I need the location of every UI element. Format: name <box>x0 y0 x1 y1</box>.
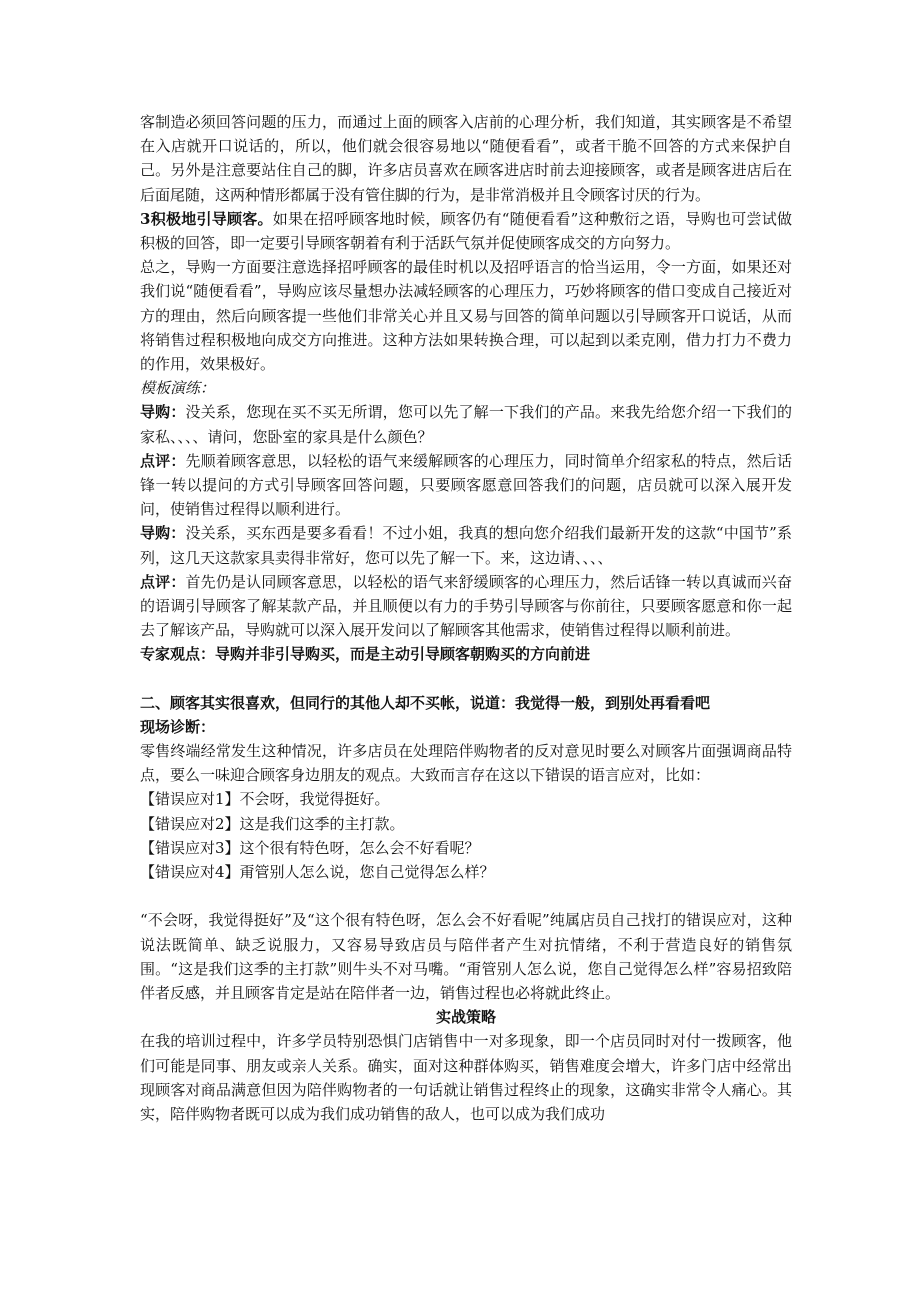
paragraph-intro: 客制造必须回答问题的压力，而通过上面的顾客入店前的心理分析，我们知道，其实顾客是不希望在入店就开口说话的，所以，他们就会很容易地以“随便看看”，或者干脆不回答的方式来保护自己。另外是注意要站住自己的脚，许多店员喜欢在顾客进店时前去迎接顾客，或者是顾客进店后在后面尾随，这两种情形都属于没有管住脚的行为，是非常消极并且令顾客讨厌的行为。 <box>140 113 792 204</box>
paragraph-guide <box>140 207 792 255</box>
wrong-response-3: 【错误应对3】这个很有特色呀，怎么会不好看呢？ <box>140 838 480 857</box>
guide-heading: 3积极地引导顾客。 <box>140 209 273 228</box>
paragraph-strategy: 在我的培训过程中，许多学员特别恐惧门店销售中一对多现象，即一个店员同时对付一拨顾客，他们可能是同事、朋友或亲人关系。确实，面对这种群体购买，销售难度会增大，许多门店中经常出现顾客对商品满意但因为陪伴购物者的一句话就让销售过程终止的现象，这确实非常令人痛心。其实，陪伴购物者既可以成为我们成功销售的敌人，也可以成为我们成功 <box>140 1032 792 1123</box>
strategy-heading: 实战策略 <box>435 1008 496 1027</box>
expert-view: 专家观点：导购并非引导购买，而是主动引导顾客朝购买的方向前进 <box>140 645 591 664</box>
section-2-title: 二、顾客其实很喜欢，但同行的其他人却不买帐，说道：我觉得一般，到别处再看看吧 <box>140 693 711 712</box>
wrong-response-4: 【错误应对4】甭管别人怎么说，您自己觉得怎么样？ <box>140 863 495 882</box>
paragraph-summary: 总之，导购一方面要注意选择招呼顾客的最佳时机以及招呼语言的恰当运用，令一方面，如果还对我们说“随便看看”，导购应该尽量想办法减轻顾客的心理压力，巧妙将顾客的借口变成自己接近对方的理由，然后向顾客提一些他们非常关心并且又易与回答的简单问题以引导顾客开口说话，从而将销售过程积极地向成交方向推进。这种方法如果转换合理，可以起到以柔克刚，借力打力不费力的作用，效果极好。 <box>140 258 792 374</box>
dialog-comment-2 <box>140 570 792 643</box>
spacer <box>140 884 792 908</box>
dialog-guide-1 <box>140 400 792 448</box>
document-page <box>140 110 792 1126</box>
comment-text: 首先仍是认同顾客意思，以轻松的语气来舒缓顾客的心理压力，然后话锋一转以真诚而兴奋的语调引导顾客了解某款产品，并且顺便以有力的手势引导顾客与你前往，只要顾客愿意和你一起去了解该产品，导购就可以深入展开发问以了解顾客其他需求，使销售过程得以顺利前进。 <box>140 572 792 640</box>
diagnosis-heading: 现场诊断： <box>140 717 216 736</box>
guide-label: 导购： <box>140 524 186 543</box>
template-heading: 模板演练： <box>140 379 216 398</box>
guide-label: 导购： <box>140 403 186 422</box>
guide-body: 如果在招呼顾客地时候，顾客仍有“随便看看”这种敷衍之语，导购也可尝试做积极的回答，即一定要引导顾客朝着有利于活跃气氛并促使顾客成交的方向努力。 <box>140 209 792 253</box>
wrong-response-1: 【错误应对1】不会呀，我觉得挺好。 <box>140 790 390 809</box>
wrong-response-2: 【错误应对2】这是我们这季的主打款。 <box>140 814 405 833</box>
dialog-comment-1 <box>140 449 792 522</box>
spacer <box>140 667 792 691</box>
guide-text: 没关系，您现在买不买无所谓，您可以先了解一下我们的产品。来我先给您介绍一下我们的家私、、、、请问，您卧室的家具是什么颜色？ <box>140 403 792 446</box>
paragraph-analysis: “不会呀，我觉得挺好”及“这个很有特色呀，怎么会不好看呢”纯属店员自己找打的错误应对，这种说法既简单、缺乏说服力，又容易导致店员与陪伴者产生对抗情绪，不利于营造良好的销售氛围。“这是我们这季的主打款”则牛头不对马嘴。“甭管别人怎么说，您自己觉得怎么样”容易招致陪伴者反感，并且顾客肯定是站在陪伴者一边，销售过程也必将就此终止。 <box>140 911 792 1002</box>
guide-text: 没关系，买东西是要多看看！不过小姐，我真的想向您介绍我们最新开发的这款“中国节”系列，这几天这款家具卖得非常好，您可以先了解一下。来，这边请、、、、 <box>140 524 792 567</box>
comment-label: 点评： <box>140 572 186 591</box>
comment-text: 先顺着顾客意思，以轻松的语气来缓解顾客的心理压力，同时简单介绍家私的特点，然后话锋一转以提问的方式引导顾客回答问题，只要顾客愿意回答我们的问题，店员就可以深入展开发问，使销售过程得以顺利进行。 <box>140 451 792 519</box>
comment-label: 点评： <box>140 451 186 470</box>
dialog-guide-2 <box>140 521 792 569</box>
paragraph-diagnosis: 零售终端经常发生这种情况，许多店员在处理陪伴购物者的反对意见时要么对顾客片面强调商品特点，要么一味迎合顾客身边朋友的观点。大致而言存在这以下错误的语言应对，比如： <box>140 742 792 785</box>
